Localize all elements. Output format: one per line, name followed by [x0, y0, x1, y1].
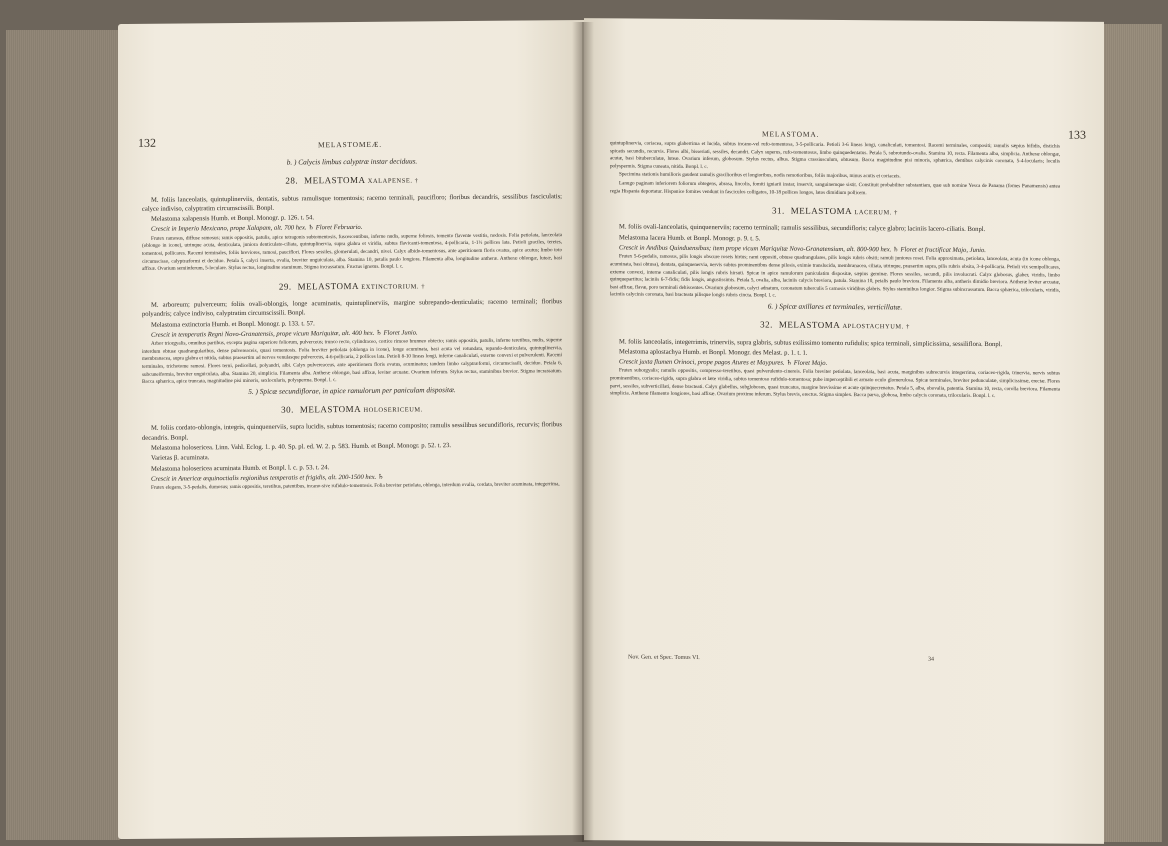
species-note: Specimina stationis humilioris gaudent ramulis gracilioribus et longioribus, nodis remotioribus, foliis majoribus, minus acutis et coriaceis.: [619, 171, 901, 180]
species-citation: Melastoma xalapensis Humb. et Bonpl. Monogr. p. 126. t. 54.: [151, 214, 314, 223]
right-page-number: 133: [1068, 127, 1086, 142]
species-habitat: Crescit juxta flumen Orinoci, prope pagos Atures et Maypures. ♄ Floret Majo.: [619, 358, 828, 367]
subsection-heading: 5. ) Spicæ secundiflorae, in apice ramulorum per paniculam dispositæ.: [248, 384, 456, 396]
right-text-body: [610, 140, 1060, 402]
species-heading: [610, 320, 1060, 333]
signature-mark: 34: [928, 656, 934, 663]
species-epithet: EXTINCTORIUM. †: [361, 283, 426, 291]
species-number: 28.: [285, 175, 299, 186]
right-page: [584, 18, 1104, 844]
left-text-body: [142, 155, 562, 493]
species-number: 30.: [281, 404, 294, 415]
species-heading: [142, 174, 562, 188]
species-diagnosis: M. foliis ovali-lanceolatis, quinquenerviis; racemo terminali; ramulis sessilibus, secundifloris; calyce glabro; laciniis lacero-ciliatis. Bonpl.: [619, 223, 986, 234]
species-epithet: XALAPENSE. †: [367, 177, 419, 186]
right-running-head: MELASTOMA.: [762, 129, 820, 139]
genus-name: MELASTOMA: [297, 280, 359, 292]
book-gutter: [572, 22, 594, 842]
species-epithet: HOLOSERICEUM.: [363, 406, 423, 414]
species-diagnosis: M. arboreum; pulverceum; foliis ovali-oblongis, longe acuminatis, quintuplinerviis, margine subrepando-denticulatis; racemo terminali; floribus polyandris; calyce indiviso, calyptratim circumscissili. Bonpl.: [142, 298, 562, 319]
page-edges-right: [1104, 24, 1162, 842]
species-variety: Varietas β. acuminata.: [151, 454, 210, 463]
species-habitat: Crescit in Andibus Quinduensibus; item prope vicum Mariquitæ Novo-Granatensium, alt. 800-900 hex. ♄ Floret et fructificat Majo, Junio.: [619, 244, 986, 255]
species-description: Arbor triorgyalis, omnibus partibus, excepta pagina superiore foliorum, pulverceus; trunco recto, cylindraceo, cortice rimoso brunneo obtecto; ramis oppositis, patulis, inferne teretibus, nudis, superne interdum obtuse quadrangularibus, dense pulvereaceis, quasi tomentosis. Folia breviter petiolata (oblonga in icone), longe acuminata, basi acuta vel rotundata, repando-denticulata, quintuplinervia, membranacea, supra glabra et nitida, subtus praesertim ad nervos venulasque pulverceus, 4-6-pollicaria, 2 pollices lata. Petioli 8-10 lineas longi, inferne canaliculati, externe convexi et pulverulenti. Racemi terminales, trichotome ramosi. Flores terni, pedicellati, polyandri, albi. Calyx pulvereaceus, ante aperitionem floris ovatus, acuminatus; tandem limbo calyptræformi, circumscissili, deciduo. Petala 6, subcuneiformia, breviter unguiculata, alba. Stamina 20, simplicia. Filamenta alba. Antheræ oblongæ, basi affixæ, leviter arcuatæ. Ovarium inferum. Stylus rectus, staminibus brevior. Stigma incrassatum. Bacca sphærica, apice truncata, magnitudine pisi minoris, sexlocularis, polysperma. Bonpl. l. c.: [142, 337, 562, 386]
description-continuation: quintuplinervia, coriacea, supra glaberrima et lucida, subtus incano-vel rufo-tomentosa, 3-5-pollicaria. Petioli 3-6 lineas longi, canaliculati, tomentosi. Racemi terminales, compositi; ramulis sæpius bifidis, distichis spicatis secundis, recurvis. Flores albi, bisseriati, sessiles, decandri. Calyx superus, rufo-tomentosus, limbo quinquedentatus. Petala 5, subrotundo-ovalia. Stamina 10, recta. Filamenta alba, simplicia. Antheræ oblongæ, acutæ, basi bituberculatæ, luteæ. Ovarium inferum, globosum. Stylus rectus, albus. Stigma crassiusculum, obtusum. Bacca magnitudine pisi minoris, sphærica, dentibus calycinis coronata, 5-4-locularis; loculis polyspermis. Stigma cuneata, nitida. Bonpl. l. c.: [610, 140, 1060, 170]
species-heading: [142, 280, 562, 294]
species-epithet: LACERUM. †: [854, 209, 898, 217]
species-heading: [142, 403, 562, 417]
species-habitat: Crescit in Americæ æquinoctialis regionibus temperatis et frigidis, alt. 200-1500 hex. ♄: [151, 473, 384, 483]
subsection-heading: 6. ) Spicæ axillares et terminales, verticillatæ.: [767, 301, 903, 312]
species-epithet: APLOSTACHYUM. †: [842, 323, 910, 331]
species-citation: Melastoma holosericea acuminata Humb. et Bonpl. l. c. p. 53. t. 24.: [151, 463, 330, 473]
species-citation: Melastoma aplostachya Humb. et Bonpl. Monogr. des Melast. p. 1. t. 1.: [619, 348, 808, 357]
species-diagnosis: M. foliis lanceolatis, integerrimis, trinerviis, supra glabris, subtus exilissimo tomento rufidulis; spica terminali, simplicissima, sessiliflora. Bonpl.: [619, 337, 1003, 348]
species-description: Frutex ramosus, diffuse ramosus; ramis oppositis, patulis, apice tetragonis subtomentosis, fuscescentibus, inferne nudis, superne foliosis, tomento flavente vestitis, nodosis. Folia petiolata, lanceolata (oblongo in icone), utrinque acuta, denticulata, juniora denticulato-ciliata, quintuplinervia, supra glabra et viridia, subtus flavicanti-tomentosa, 4-pollicaria, 1-1½ pollices lata. Petioli graciles, teretes, tomentosi, pollicares. Racemi terminales, foliis breviores, ramosi, pauciflori. Flores sessiles, glomerulati, decandri, nivei. Calyx albido-tomentosus, ante aperitionem floris ovatus, apice acutus; limbo toto circumscisso, calyptræformi et deciduo. Petala 5, calyci inserta, ovalia, breviter unguiculata, alba. Stamina 10, petalis paulo longiora. Filamenta alba, longitudine antheræ. Antheræ oblongæ, luteæ, basi affixæ. Ovarium semiinferum, 5-loculare. Stylus rectus, longitudine staminum. Stigma incrassatum. Fructus ignotus. Bonpl. l. c.: [142, 231, 562, 272]
left-page: [118, 20, 586, 839]
genus-name: MELASTOMA: [299, 404, 361, 415]
species-citation: Melastoma lacera Humb. et Bonpl. Monogr. p. 9. t. 5.: [619, 234, 761, 243]
species-description: Frutex 5-6-pedalis, ramosus, pilis longis obscure roseis hirtus; rami oppositi, obtuse quadrangulares, pilis longis rubris obsiti; ramuli juniores rosei. Folia approximata, petiolata, lanceolata, acuta (in icone oblonga, acuminata, basi obtusa), dentata, quinquenervia, nervis subtus prominentibus dense pilosis, eximie translucida, membranacea, ciliata, utrinque, præsertim supra, pilis rubris obsita, 3-4-pollicaria. Petioli vix semipollicares, externe convexi, interne canaliculati, pilis longis rubris hirsuti. Spicæ in apice ramulorum paniculatim dispositæ, sæpius geminæ. Flores sessiles, secundi, pilis involucrati. Calyx globosus, glaber, viridis, limbo quinquepartitus; laciniis 6-7-fidis; fidis longis, angustissimis. Petala 5, ovalia, alba, laciniis calycis breviora, patula. Stamina 10, petalis paulo breviora. Filamenta alba, antheris dimidio breviora. Antheræ leviter arcuatæ, basi affixæ, flavæ, poro terminali dehiscentes. Ovarium globosum, calyci adnatum, coronatum tuberculis 5 carnosis viridibus glabris. Stylus staminibus longior. Stigma subincrassatum. Bacca sphærica, trilocularis, viridis, laciniis calycinis coronata, basi bracteata pilisque longis rubris cincta. Bonpl. l. c.: [610, 253, 1060, 299]
left-running-head: MELASTOMEÆ.: [318, 139, 382, 150]
species-habitat: Crescit in temperatis Regni Novo-Granatensis, prope vicum Mariquitæ, alt. 400 hex. ♄ Floret Junio.: [151, 329, 418, 339]
left-page-number: 132: [138, 135, 156, 150]
species-number: 32.: [760, 319, 773, 330]
species-number: 31.: [772, 205, 785, 216]
species-heading: [610, 206, 1060, 219]
footer-title: Nov. Gen. et Spec. Tomus VI.: [628, 654, 700, 661]
species-number: 29.: [278, 281, 292, 292]
page-edges-left: [6, 30, 120, 840]
species-note: Lanugo paginam inferiorem foliorum obtegens, abrasa, lincolis, fomiti igniarii instar, inservit, sanguinemque sistit. Constituit probabiliter substantiam, quæ sub nomine Yesca de Panama (fomes Panamensis) antea regia Hispania deportatur. Hispanice fomites vendunt in fasciculos colligatos, 10-18 pollices longos, latos dimidium pollicem.: [610, 180, 1060, 196]
genus-name: MELASTOMA: [304, 175, 365, 186]
subsection-heading: b. ) Calycis limbus calyptræ instar deciduus.: [286, 156, 418, 167]
genus-name: MELASTOMA: [778, 319, 840, 331]
species-citation: Melastoma extinctoria Humb. et Bonpl. Monogr. p. 133. t. 57.: [151, 319, 315, 329]
species-description: Frutex elegans, 3-5-pedalis, dumosus; ramis oppositis, teretibus, patentibus, incano-sive rufidulo-tomentosis. Folia breviter petiolata, oblonga, interdum ovalia, cordata, breviter acuminata, integerrima,: [151, 481, 560, 491]
species-diagnosis: M. foliis lanceolatis, quintuplinerviis, dentatis, subtus ramulisque tomentosis; racemo terminali, paucifloro; floribus decandris, sessilibus fasciculatis; calyce indiviso, calyptratim circumscissili. Bonpl.: [142, 192, 562, 213]
species-diagnosis: M. foliis cordato-oblongis, integris, quinquenerviis, supra lucidis, subtus tomentosis; racemo composito; ramulis sessilibus secundifloris, recurvis; floribus decandris. Bonpl.: [142, 421, 562, 442]
genus-name: MELASTOMA: [790, 205, 852, 217]
species-citation: Melastoma holosericea. Linn. Vahl. Eclog. 1. p. 40. Sp. pl. ed. W. 2. p. 583. Humb. et Bonpl. Monogr. p. 52. t. 23.: [151, 442, 452, 452]
species-habitat: Crescit in Imperio Mexicano, prope Xalapam, alt. 700 hex. ♄ Floret Februario.: [151, 224, 363, 234]
species-description: Frutex suborgyalis; ramulis oppositis, compresso-teretibus, quasi pulverulento-cinereis. Folia breviter petiolata, lanceolata, basi acuta, marginibus subrecurvis integerrima, coriaceo-rigida, trinervia, nervis subtus prominentibus, coriaceo-rigida, supra glabra et læte viridia, subtus tomentoso rufidulo-tomentosa; pube imperceptibili et armato oculo glomerulosa. Spicæ terminales, breviter pedunculatæ, simplicissimæ, erectæ. Flores parvi, sessiles, subverticillati, dense bracteati. Calyx glabellus, subglobosus, quasi truncatus, margine brevissime et acute quinquecrenatus. Petala 5, alba, obovalia, patentia. Stamina 10, recta, corolla breviora. Filamenta simplicia. Antheræ filamento longiores, basi affixæ. Ovarium proxime inferum. Stylus brevis, erectus. Stigma simplex. Bacca parva, globosa, limbo calycis coronata, trilocularis. Bonpl. l. c.: [610, 367, 1060, 400]
page-footer: [628, 654, 1028, 663]
